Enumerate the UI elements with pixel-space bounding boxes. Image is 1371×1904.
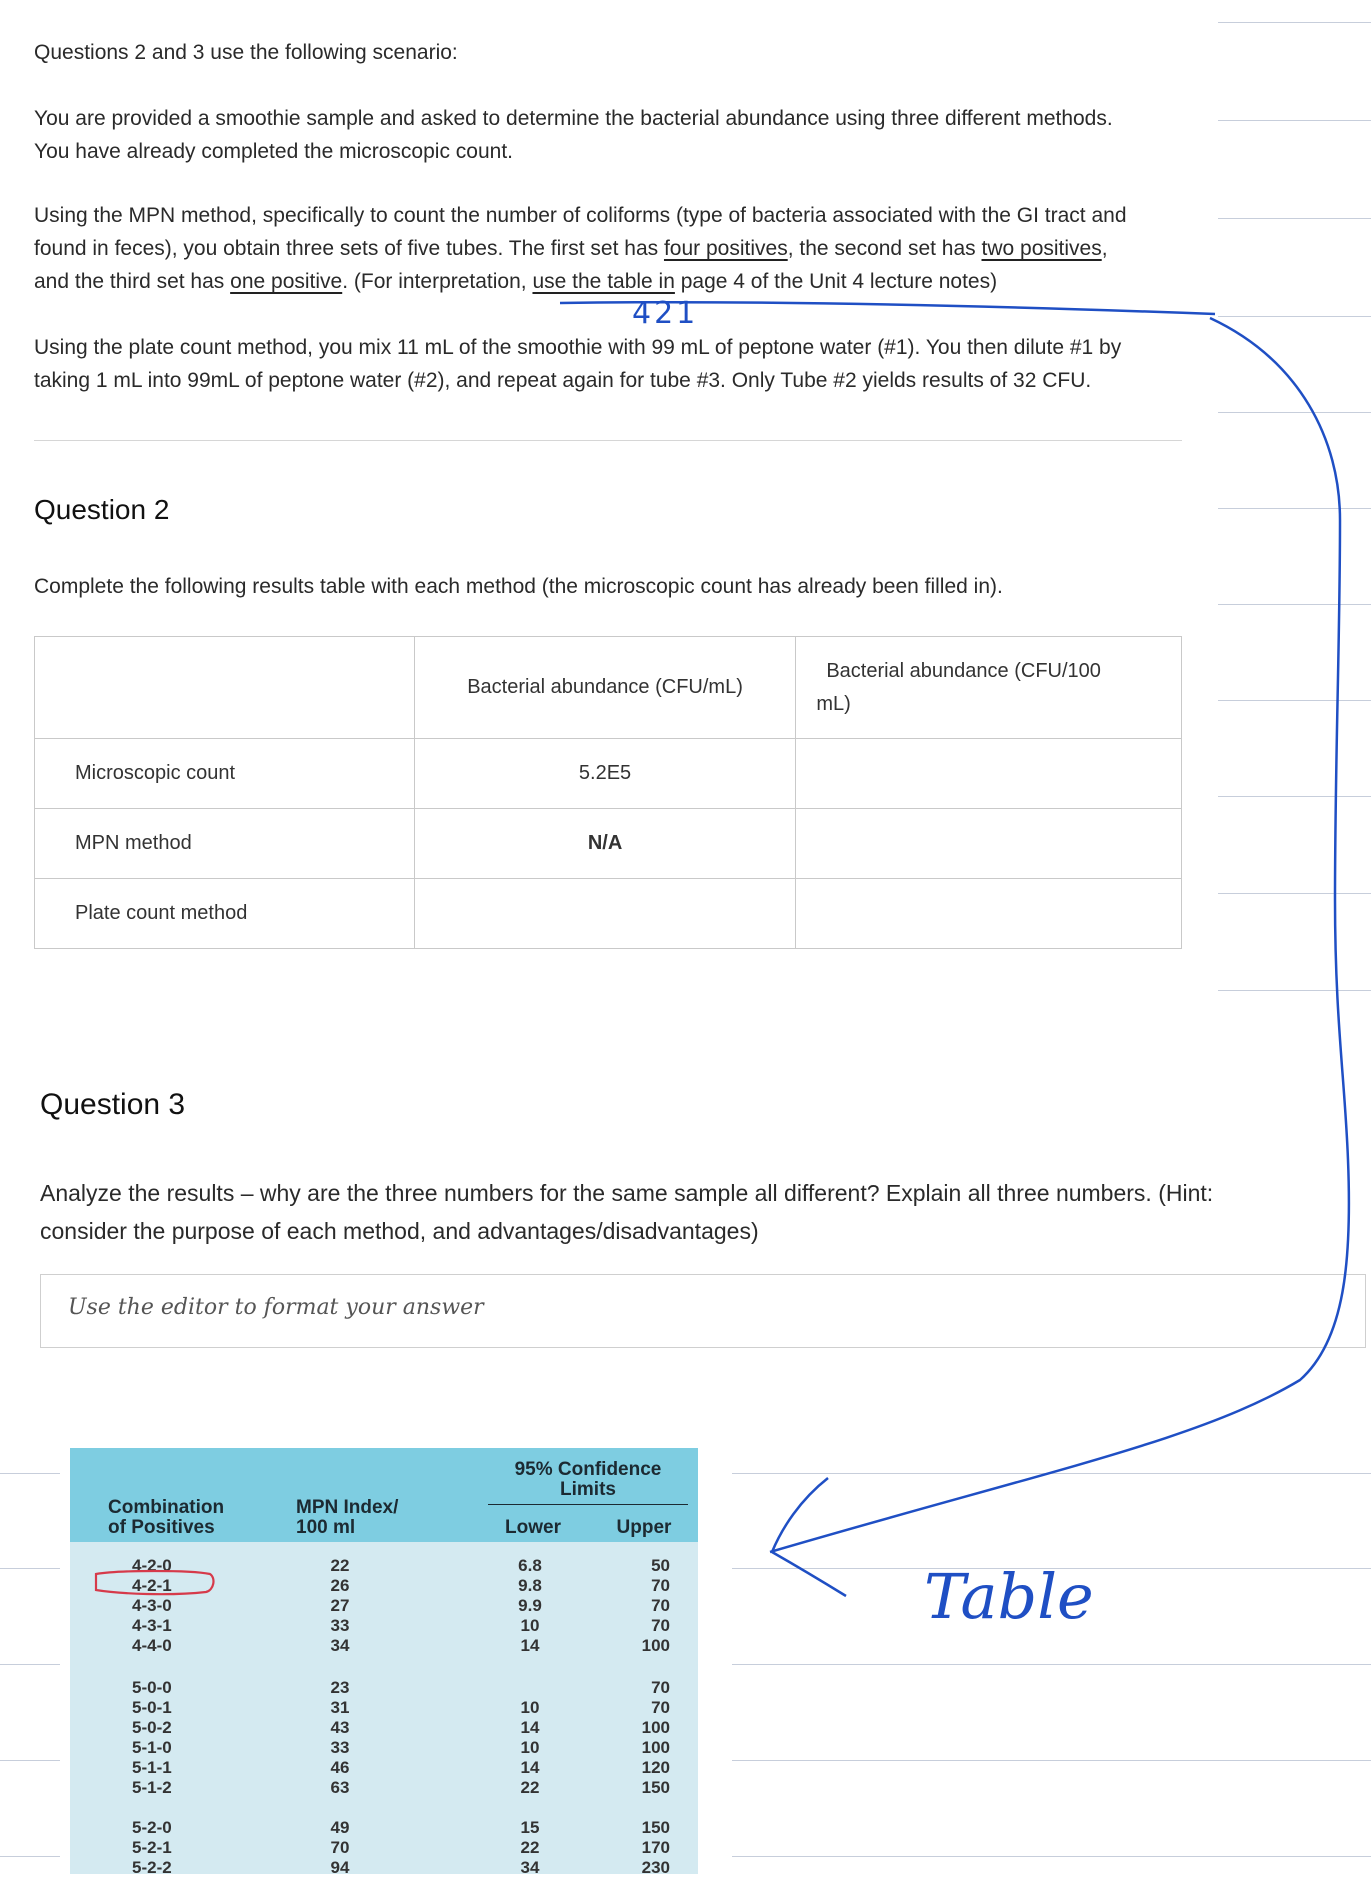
question-3-prompt-line-1: Analyze the results – why are the three numbers for the same sample all different? Explain all three numbers. (Hint: xyxy=(40,1180,1214,1206)
results-header-cfu-100ml: Bacterial abundance (CFU/100 mL) xyxy=(796,637,1182,739)
table-row xyxy=(35,809,1182,879)
results-header-empty xyxy=(35,637,415,739)
header-confidence-l2: Limits xyxy=(560,1479,616,1500)
question-2-prompt: Complete the following results table with each method (the microscopic count has already been filled in). xyxy=(34,575,1003,598)
upper-group-3: 150 170 230 xyxy=(641,1818,670,1877)
combos-group-2: 5-0-0 5-0-1 5-0-2 5-1-0 5-1-1 5-1-2 xyxy=(132,1678,172,1797)
answer-editor[interactable] xyxy=(40,1274,1366,1348)
lower-group-1: 6.8 9.8 9.9 10 14 xyxy=(518,1556,542,1655)
handwritten-table-label: Table xyxy=(924,1560,1094,1633)
mpn-scenario-line-2: found in feces), you obtain three sets of five tubes. The first set has four positives, the second set has two positives, xyxy=(34,237,1108,260)
question-3-heading: Question 3 xyxy=(40,1088,186,1121)
results-table-header-row xyxy=(35,637,1182,739)
upper-group-2: 70 70 100 100 120 150 xyxy=(641,1678,670,1797)
lower-group-2: 10 14 10 14 22 xyxy=(520,1698,540,1797)
header-mpn-index-l2: 100 ml xyxy=(296,1517,356,1538)
plate-cfu-ml-cell[interactable] xyxy=(414,879,796,949)
plate-cfu-100ml-cell[interactable] xyxy=(796,879,1182,949)
row-label-mpn: MPN method xyxy=(35,809,415,879)
index-group-1: 22 26 27 33 34 xyxy=(330,1556,350,1655)
confidence-underline xyxy=(488,1504,688,1505)
upper-group-1: 50 70 70 70 100 xyxy=(641,1556,670,1655)
plate-scenario-line-1: Using the plate count method, you mix 11 mL of the smoothie with 99 mL of peptone water (#1). You then dilute #1 by xyxy=(34,336,1122,359)
header-lower: Lower xyxy=(505,1517,561,1538)
mpn-scenario-line-1: Using the MPN method, specifically to count the number of coliforms (type of bacteria associated with the GI tract and xyxy=(34,204,1127,227)
scenario-paragraph-1: You are provided a smoothie sample and asked to determine the bacterial abundance using three different methods. You have already completed the microscopic count. xyxy=(34,107,1113,163)
table-row xyxy=(35,879,1182,949)
question-2-heading: Question 2 xyxy=(34,494,170,525)
mpn-scenario-line-3: and the third set has one positive. (For interpretation, use the table in page 4 of the Unit 4 lecture notes) xyxy=(34,270,998,293)
row-label-plate-count: Plate count method xyxy=(35,879,415,949)
handwritten-code: 421 xyxy=(632,296,699,331)
underlined-two-positives: two positives xyxy=(981,237,1102,260)
index-group-2: 23 31 43 33 46 63 xyxy=(330,1678,350,1797)
question-3-prompt-line-2: consider the purpose of each method, and advantages/disadvantages) xyxy=(40,1218,759,1244)
header-combination-l2: of Positives xyxy=(108,1517,215,1538)
mpn-cfu-ml-cell[interactable]: N/A xyxy=(414,809,796,879)
mpn-table-header xyxy=(70,1448,698,1542)
row-label-microscopic: Microscopic count xyxy=(35,739,415,809)
combos-group-3: 5-2-0 5-2-1 5-2-2 xyxy=(132,1818,172,1877)
ink-arrow-head xyxy=(772,1478,846,1596)
table-row xyxy=(35,739,1182,809)
results-header-cfu-ml: Bacterial abundance (CFU/mL) xyxy=(414,637,796,739)
mpn-cfu-100ml-cell[interactable] xyxy=(796,809,1182,879)
lower-group-3: 15 22 34 xyxy=(520,1818,540,1877)
underlined-table-reference: use the table in xyxy=(532,270,675,293)
microscopic-cfu-100ml-cell[interactable] xyxy=(796,739,1182,809)
combos-group-1: 4-2-0 4-2-1 4-3-0 4-3-1 4-4-0 xyxy=(132,1556,172,1655)
scenario-intro: Questions 2 and 3 use the following scenario: xyxy=(34,41,458,64)
header-mpn-index-l1: MPN Index/ xyxy=(296,1497,399,1518)
underlined-four-positives: four positives xyxy=(663,237,788,260)
plate-scenario-line-2: taking 1 mL into 99mL of peptone water (#2), and repeat again for tube #3. Only Tube #2 yields results of 32 CFU. xyxy=(34,369,1092,392)
header-confidence-l1: 95% Confidence xyxy=(514,1459,662,1480)
underlined-one-positive: one positive xyxy=(230,270,343,293)
header-combination-l1: Combination xyxy=(108,1497,225,1518)
header-upper: Upper xyxy=(616,1517,672,1538)
mpn-reference-table xyxy=(70,1448,698,1877)
section-divider xyxy=(34,440,1182,441)
results-table xyxy=(34,636,1182,949)
index-group-3: 49 70 94 xyxy=(330,1818,350,1877)
answer-editor-placeholder: Use the editor to format your answer xyxy=(68,1295,484,1320)
microscopic-cfu-ml-cell[interactable]: 5.2E5 xyxy=(414,739,796,809)
